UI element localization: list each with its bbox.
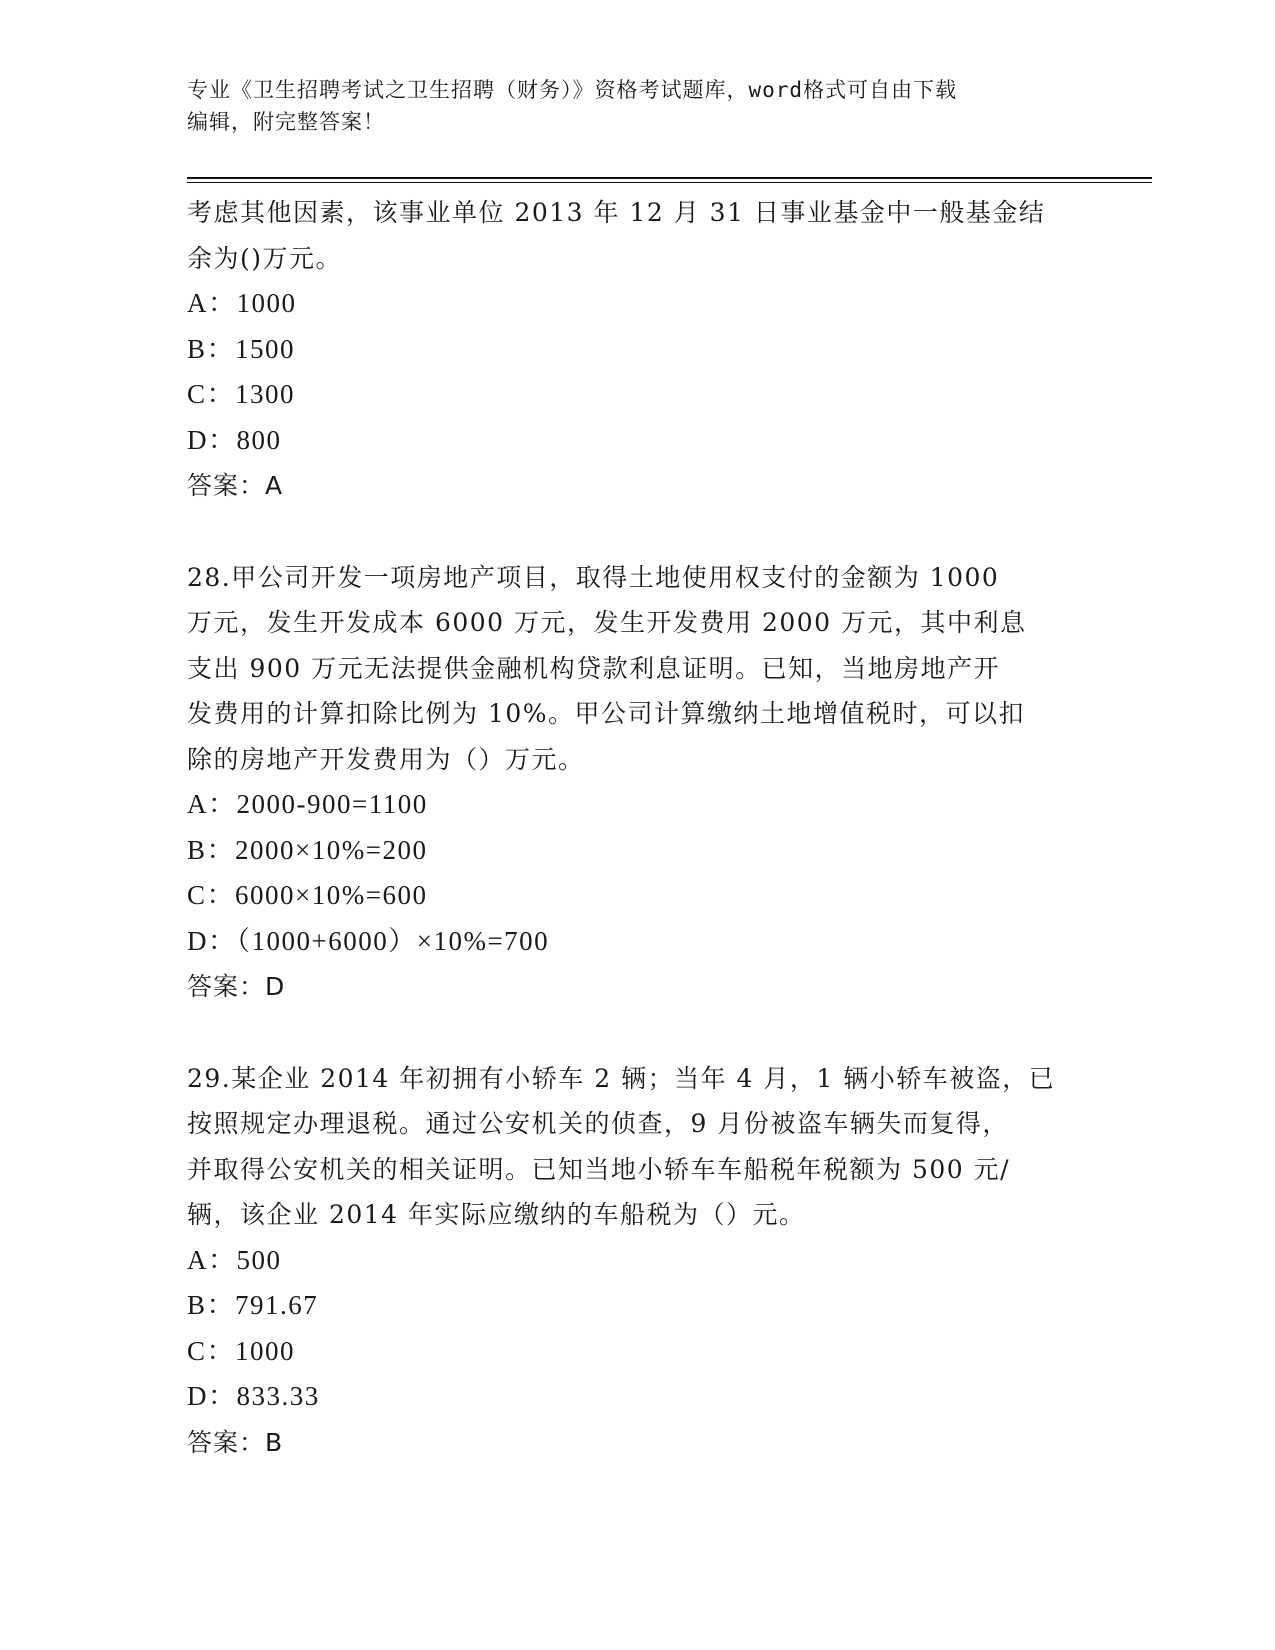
question-text-line: 并取得公安机关的相关证明。已知当地小轿车车船税年税额为 500 元/ [187, 1154, 1011, 1184]
option-a: A：500 [187, 1244, 282, 1275]
question-text-line: 按照规定办理退税。通过公安机关的侦查，9 月份被盗车辆失而复得， [187, 1109, 1009, 1138]
question-27 [187, 190, 1087, 509]
option-b: B：791.67 [187, 1290, 319, 1320]
answer-label: 答案：D [187, 972, 286, 1001]
question-text-line: 发费用的计算扣除比例为 10%。甲公司计算缴纳土地增值税时，可以扣 [187, 699, 1026, 728]
option-d: D：（1000+6000）×10%=700 [187, 925, 550, 956]
option-a: A：1000 [187, 288, 297, 318]
option-b: B：1500 [187, 333, 296, 364]
header-line-2: 编辑，附完整答案！ [187, 110, 385, 134]
option-c: C：1000 [187, 1335, 296, 1366]
answer-label: 答案：B [187, 1427, 284, 1457]
question-text-line: 辆，该企业 2014 年实际应缴纳的车船税为（）元。 [187, 1200, 806, 1229]
question-28 [187, 555, 1087, 1010]
question-text-line: 29.某企业 2014 年初拥有小轿车 2 辆；当年 4 月，1 辆小轿车被盗，已 [187, 1063, 1056, 1093]
question-text-line: 除的房地产开发费用为（）万元。 [187, 744, 585, 774]
option-b: B：2000×10%=200 [187, 834, 428, 865]
option-d: D：800 [187, 424, 282, 455]
document-body [187, 190, 1087, 1465]
option-d: D：833.33 [187, 1381, 320, 1411]
answer-label: 答案：A [187, 471, 284, 500]
option-a: A：2000-900=1100 [187, 789, 428, 819]
option-c: C：6000×10%=600 [187, 880, 428, 910]
header-divider-thin [187, 182, 1152, 183]
question-text-line: 28.甲公司开发一项房地产项目，取得土地使用权支付的金额为 1000 [187, 562, 1000, 592]
question-text-line: 考虑其他因素，该事业单位 2013 年 12 月 31 日事业基金中一般基金结 [187, 198, 1046, 227]
question-text-line: 余为()万元。 [187, 243, 343, 273]
header-line-1: 专业《卫生招聘考试之卫生招聘（财务）》资格考试题库，word格式可自由下载 [187, 78, 958, 102]
header-divider-thick [187, 177, 1152, 179]
question-text-line: 支出 900 万元无法提供金融机构贷款利息证明。已知，当地房地产开 [187, 653, 1001, 683]
question-text-line: 万元，发生开发成本 6000 万元，发生开发费用 2000 万元，其中利息 [187, 608, 1027, 637]
question-29 [187, 1056, 1087, 1466]
document-header [187, 74, 1087, 138]
option-c: C：1300 [187, 379, 296, 409]
